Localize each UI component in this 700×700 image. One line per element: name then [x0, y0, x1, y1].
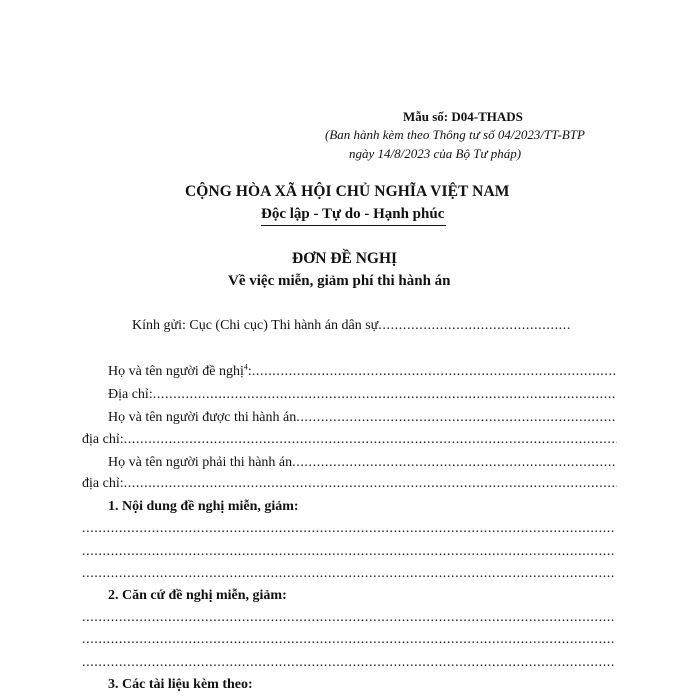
footnote-marker: 4 [243, 364, 248, 372]
obligor-address-fill[interactable] [124, 476, 617, 492]
beneficiary-address-label: địa chỉ: [82, 432, 124, 447]
recipient-line [132, 318, 570, 334]
request-grounds-line[interactable] [82, 632, 615, 648]
requester-address-fill[interactable] [153, 387, 617, 403]
request-grounds-line[interactable] [82, 655, 615, 671]
requester-name-line [108, 364, 617, 380]
issuance-note-line1: (Ban hành kèm theo Thông tư số 04/2023/TT-BTP [325, 127, 585, 142]
recipient-label: Kính gửi: Cục (Chi cục) Thi hành án dân sự [132, 318, 379, 333]
recipient-fill-line[interactable] [378, 318, 570, 334]
beneficiary-name-label: Họ và tên người được thi hành án [108, 410, 297, 425]
obligor-address-line [82, 476, 617, 492]
obligor-name-line [108, 455, 617, 471]
section-attachments: 3. Các tài liệu kèm theo: [108, 677, 253, 692]
document-title: ĐƠN ĐỀ NGHỊ [292, 250, 398, 267]
request-content-line[interactable] [82, 544, 615, 560]
requester-address-label: Địa chỉ: [108, 387, 153, 402]
beneficiary-address-fill[interactable] [124, 432, 617, 448]
obligor-name-label: Họ và tên người phải thi hành án [108, 455, 293, 470]
beneficiary-name-line [108, 410, 617, 426]
beneficiary-address-line [82, 432, 617, 448]
section-request-grounds: 2. Căn cứ đề nghị miễn, giảm: [108, 588, 287, 603]
request-content-line[interactable] [82, 521, 615, 537]
section-request-content: 1. Nội dung đề nghị miễn, giảm: [108, 499, 299, 514]
motto-underline [261, 225, 446, 226]
issuance-note-line2: ngày 14/8/2023 của Bộ Tư pháp) [349, 146, 522, 161]
requester-address-line [108, 387, 617, 403]
beneficiary-name-fill[interactable] [296, 410, 617, 426]
document-subject: Về việc miễn, giảm phí thi hành án [228, 273, 451, 289]
obligor-address-label: địa chỉ: [82, 476, 124, 491]
requester-name-label: Họ và tên người đề nghị$^4$: [108, 364, 252, 379]
requester-name-fill[interactable] [252, 364, 617, 380]
obligor-name-fill[interactable] [292, 455, 617, 471]
request-content-line[interactable] [82, 566, 615, 582]
form-code: Mẫu số: D04-THADS [403, 109, 523, 124]
national-motto: Độc lập - Tự do - Hạnh phúc [261, 206, 445, 222]
national-title: CỘNG HÒA XÃ HỘI CHỦ NGHĨA VIỆT NAM [185, 183, 510, 200]
request-grounds-line[interactable] [82, 610, 615, 626]
